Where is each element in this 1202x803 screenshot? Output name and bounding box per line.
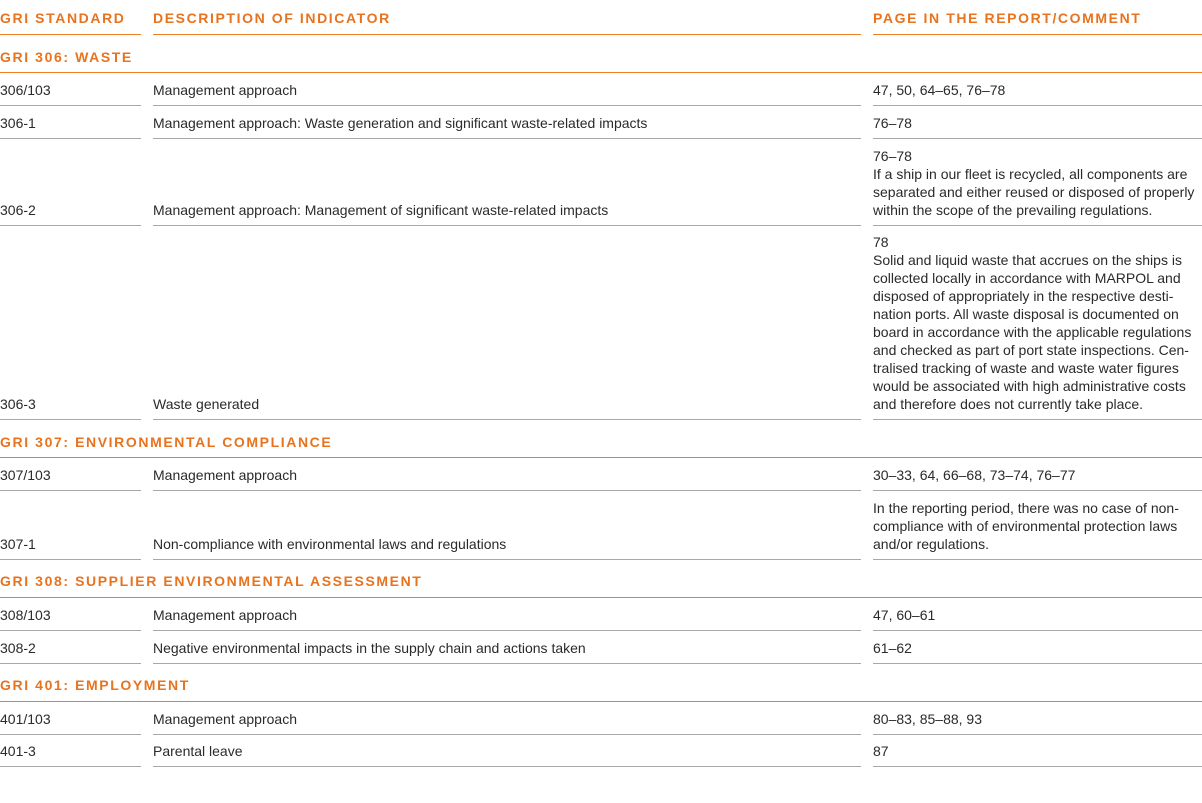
- row-code: 306-2: [0, 202, 36, 218]
- row-rule: [873, 734, 1202, 735]
- section-rule: [0, 597, 1202, 598]
- row-rule: [153, 766, 861, 767]
- row-rule: [0, 105, 141, 106]
- row-code: 306-1: [0, 115, 36, 131]
- section-title: GRI 308: SUPPLIER ENVIRONMENTAL ASSESSMENT: [0, 573, 423, 589]
- row-rule: [0, 559, 141, 560]
- row-rule: [0, 630, 141, 631]
- row-rule: [153, 490, 861, 491]
- row-comment: In the reporting period, there was no case of non-compliance with of environmental protection laws and/or regulations.: [873, 500, 1179, 552]
- row-description: Management approach: [153, 711, 297, 727]
- header-rule: [873, 34, 1202, 35]
- row-page: 78: [873, 234, 889, 250]
- row-rule: [153, 105, 861, 106]
- row-rule: [153, 630, 861, 631]
- row-page: 47, 60–61: [873, 607, 936, 623]
- row-rule: [873, 105, 1202, 106]
- row-code: 308-2: [0, 640, 36, 656]
- row-code: 308/103: [0, 607, 51, 623]
- row-rule: [0, 490, 141, 491]
- row-page: 76–78: [873, 115, 912, 131]
- row-description: Management approach: [153, 82, 297, 98]
- row-rule: [873, 630, 1202, 631]
- row-rule: [0, 734, 141, 735]
- row-description: Negative environmental impacts in the supply chain and actions taken: [153, 640, 586, 656]
- row-page: 47, 50, 64–65, 76–78: [873, 82, 1006, 98]
- row-rule: [873, 490, 1202, 491]
- row-description: Management approach: [153, 467, 297, 483]
- row-rule: [873, 419, 1202, 420]
- row-rule: [153, 419, 861, 420]
- row-page-comment: [873, 233, 1202, 413]
- row-rule: [0, 138, 141, 139]
- row-rule: [873, 663, 1202, 664]
- row-rule: [873, 766, 1202, 767]
- column-header-page: PAGE IN THE REPORT/COMMENT: [873, 10, 1142, 26]
- row-rule: [0, 766, 141, 767]
- row-rule: [0, 225, 141, 226]
- row-description: Waste generated: [153, 396, 260, 412]
- row-page: 87: [873, 743, 889, 759]
- row-code: 307/103: [0, 467, 51, 483]
- section-title: GRI 307: ENVIRONMENTAL COMPLIANCE: [0, 434, 333, 450]
- section-rule: [0, 701, 1202, 702]
- row-rule: [153, 138, 861, 139]
- section-title: GRI 306: WASTE: [0, 49, 133, 65]
- row-rule: [153, 663, 861, 664]
- row-code: 307-1: [0, 536, 36, 552]
- row-page: 30–33, 64, 66–68, 73–74, 76–77: [873, 467, 1076, 483]
- row-description: Management approach: Waste generation and significant waste-related impacts: [153, 115, 648, 131]
- row-description: Parental leave: [153, 743, 243, 759]
- row-comment: Solid and liquid waste that accrues on the ships is collected locally in accordance with MARPOL and disposed of appropriately in the respective desti-nation ports. All waste disposal is documented on board in accordance with the applicable regulations and checked as part of port state inspections. Cen-tralised tracking of waste and waste water figures would be associated with high administrative costs and therefore does not currently take place.: [873, 252, 1192, 412]
- row-rule: [873, 225, 1202, 226]
- row-page: 76–78: [873, 148, 912, 164]
- row-code: 306/103: [0, 82, 51, 98]
- row-rule: [153, 734, 861, 735]
- row-page: 80–83, 85–88, 93: [873, 711, 982, 727]
- row-rule: [0, 663, 141, 664]
- row-description: Management approach: Management of significant waste-related impacts: [153, 202, 609, 218]
- row-comment: If a ship in our fleet is recycled, all components are separated and either reused or disposed of properly within the scope of the prevailing regulations.: [873, 166, 1195, 218]
- section-rule: [0, 72, 1202, 73]
- header-rule: [0, 34, 141, 35]
- row-rule: [873, 559, 1202, 560]
- section-title: GRI 401: EMPLOYMENT: [0, 677, 190, 693]
- row-page: 61–62: [873, 640, 912, 656]
- row-rule: [153, 225, 861, 226]
- section-rule: [0, 457, 1202, 458]
- row-code: 401/103: [0, 711, 51, 727]
- header-rule: [153, 34, 861, 35]
- row-description: Management approach: [153, 607, 297, 623]
- row-description: Non-compliance with environmental laws and regulations: [153, 536, 507, 552]
- row-code: 401-3: [0, 743, 36, 759]
- row-page-comment: [873, 147, 1202, 219]
- row-rule: [0, 419, 141, 420]
- column-header-standard: GRI STANDARD: [0, 10, 126, 26]
- row-rule: [153, 559, 861, 560]
- row-code: 306-3: [0, 396, 36, 412]
- row-rule: [873, 138, 1202, 139]
- column-header-description: DESCRIPTION OF INDICATOR: [153, 10, 391, 26]
